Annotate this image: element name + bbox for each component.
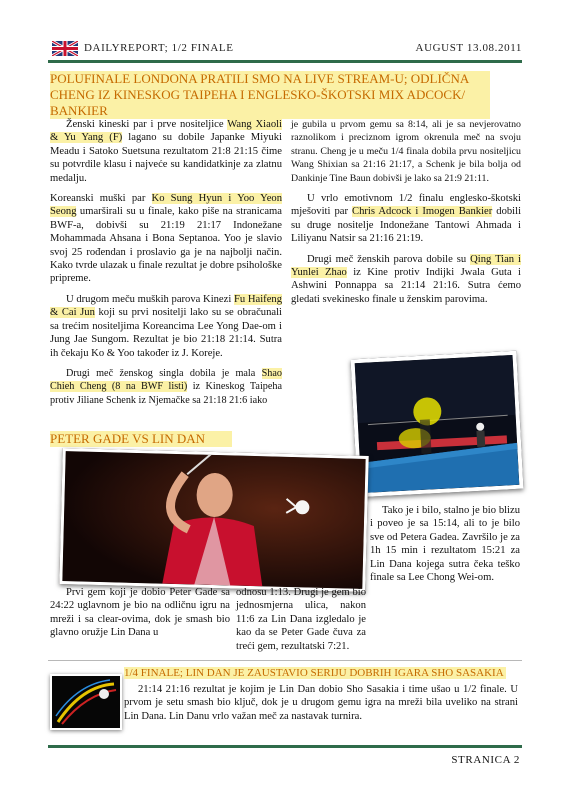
paragraph-6: U vrlo emotivnom 1/2 finalu englesko-škotski mješoviti par Chris Adcock i Imogen Bankier dobili su druge nositelje Indonežane Tantowi Ahmada i Liliyanu Natsir sa 21:16 21:19. (291, 193, 522, 245)
footer-rule (48, 745, 522, 748)
paragraph-2: Koreanski muški par Ko Sung Hyun i Yoo Yeon Seong umarširali su u finale, kako piše na stranicama BWF-a, dobivši su 21:19 21:17 Indonežane Mohammada Ahsana i Bona Septanoa. Yoo je slavio svoj 25 rođendan i proslavio ga je na najbolji način. Kako tvrde ulazak u finale rezultat je dobre psihološke pripreme. (50, 193, 282, 285)
header-rule (48, 60, 522, 63)
header-title: DAILYREPORT; 1/2 FINALE (84, 42, 234, 54)
player-highlight: Qing Tian i Yunlei Zhao (291, 253, 521, 279)
section-divider (48, 660, 522, 661)
article1-right-column (291, 118, 521, 313)
article1-left-column (50, 118, 282, 414)
player-highlight: Chris Adcock i Imogen Bankier (352, 206, 493, 218)
article3-body: 21:14 21:16 rezultat je kojim je Lin Dan dobio Sho Sasakia i time ušao u 1/2 finale. U prvom je setu smash bio ključ, dok je u drugom gemu igra na mreži bila uveliko na strani Lin Dana. Lin Danu vrlo važan meč za nastavak turnira. (124, 684, 518, 722)
badminton-court-photo (351, 351, 524, 497)
player-highlight: Fu Haifeng & Cai Jun (50, 293, 282, 319)
article2-column-2: odnosu 1:13. Drugi je gem bio jednosmjerna ulica, nakon 11:6 za Lin Dana izgledalo je kao da se Peter Gade čuva za treći gem, rezultatski 7:21. (236, 587, 366, 652)
header-date: AUGUST 13.08.2011 (415, 42, 522, 54)
paragraph-1: Ženski kineski par i prve nositeljice Wang Xiaoli & Yu Yang (F) lagano su dobile Japanke Miyuki Meadu i Satoko Suetsuna rezultatom 21:8 21:15 čime su potvrdile klasu i najveće su kandidatkinje za zlatnu medalju. (50, 119, 282, 184)
article2-right-text: Tako je i bilo, stalno je bio blizu i poveo je sa 15:14, ali to je bilo sve od Petera Gadea. Završilo je za 1h 15 min i rezultatom 15:21 za Lin Dana kojega sutra čeka teško finale sa Lee Chong Wei-om. (370, 505, 520, 584)
shuttlecock-photo (50, 674, 122, 730)
article3-title: 1/4 FINALE; LIN DAN JE ZAUSTAVIO SERIJU DOBRIH IGARA SHO SASAKIA (124, 667, 506, 679)
paragraph-5: je gubila u prvom gemu sa 8:14, ali je sa nevjerovatno raznolikom i preciznom igrom okrenula meč na svoju stranu. Cheng je u meču 1/4 finala dobila prvu nositeljicu Wang Shixian sa 21:16 21:17, a Schenk je bila bolja od Dankinje Tine Baun dobivši je lako sa 21:9 21:11. (291, 119, 521, 184)
peter-gade-photo (59, 448, 368, 592)
article2-title: PETER GADE VS LIN DAN (50, 431, 232, 447)
player-highlight: Wang Xiaoli & Yu Yang (F) (50, 119, 282, 144)
article1-title: POLUFINALE LONDONA PRATILI SMO NA LIVE STREAM-U; ODLIČNA CHENG IZ KINESKOG TAIPEHA I ENGLESKO-ŠKOTSKI MIX ADCOCK/ BANKIER (50, 71, 490, 119)
player-highlight: Ko Sung Hyun i Yoo Yeon Seong (50, 193, 282, 218)
paragraph-4: Drugi meč ženskog singla dobila je mala Shao Chieh Cheng (8 na BWF listi) iz Kineskog Taipeha protiv Jiliane Schenk iz Njemačke sa 21:18 21:6 iako (50, 367, 283, 406)
player-highlight: Shao Chieh Cheng (8 na BWF listi) (50, 367, 282, 393)
paragraph-3: U drugom meču muških parova Kinezi Fu Haifeng & Cai Jun koji su prvi nositelji lako su se obračunali sa trećim nositeljima Koreancima Lee Yong Dae-om i Jung Jae Sungom. Rezultat je bio 21:18 21:14. Sutra ih čekaju Ko & Yoo također iz J. Koreje. (50, 293, 282, 359)
paragraph-7: Drugi meč ženskih parova dobile su Qing Tian i Yunlei Zhao iz Kine protiv Indijki Jwala Guta i Ashwini Ponnappa sa 21:14 21:16. Sutra ćemo gledati svekinesko finale u ženskim parovima. (291, 253, 521, 305)
article2-column-1: Prvi gem koji je dobio Peter Gade sa 24:22 uglavnom je bio na odličnu igru na mreži i sa clear-ovima, dok je smash bio glavno oružje Lin Dana u (50, 587, 230, 639)
page-number: STRANICA 2 (451, 754, 520, 766)
uk-flag-icon (52, 41, 78, 56)
